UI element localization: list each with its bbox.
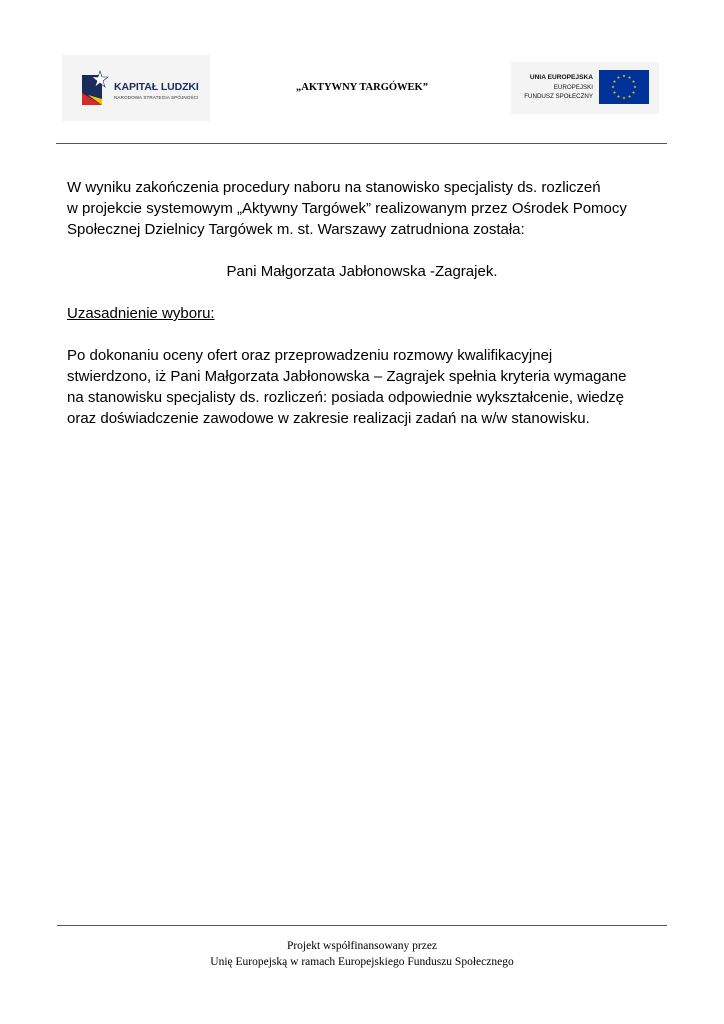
- text-line: Po dokonaniu oceny ofert oraz przeprowadzeniu rozmowy kwalifikacyjnej: [67, 347, 553, 364]
- footer: [0, 938, 724, 970]
- text-line: na stanowisku specjalisty ds. rozliczeń: posiada odpowiednie wykształcenie, wiedzę: [67, 389, 624, 406]
- project-title: „AKTYWNY TARGÓWEK”: [296, 82, 428, 93]
- announcement-paragraph: [67, 177, 667, 240]
- eu-logo: [511, 62, 659, 114]
- eu-logo-line3: FUNDUSZ SPOŁECZNY: [524, 93, 593, 100]
- eu-logo-line2: EUROPEJSKI: [553, 84, 593, 91]
- hired-person-line: Pani Małgorzata Jabłonowska -Zagrajek.: [226, 263, 498, 280]
- justification-heading: Uzasadnienie wyboru:: [67, 305, 215, 322]
- text-line: W wyniku zakończenia procedury naboru na stanowisko specjalisty ds. rozliczeń: [67, 179, 601, 196]
- footer-line2: Unię Europejską w ramach Europejskiego Funduszu Społecznego: [210, 956, 514, 968]
- footer-line1: Projekt współfinansowany przez: [286, 940, 438, 952]
- text-line: Społecznej Dzielnicy Targówek m. st. Warszawy zatrudniona została:: [67, 221, 525, 238]
- text-line: stwierdzono, iż Pani Małgorzata Jabłonowska – Zagrajek spełnia kryteria wymagane: [67, 368, 627, 385]
- text-line: oraz doświadczenie zawodowe w zakresie realizacji zadań na w/w stanowisku.: [67, 410, 590, 427]
- header-divider: [56, 143, 667, 144]
- eu-flag-icon: [599, 70, 649, 104]
- logo-left-subtitle: NARODOWA STRATEGIA SPÓJNOŚCI: [114, 95, 199, 100]
- footer-divider: [57, 925, 667, 926]
- eu-logo-line1: UNIA EUROPEJSKA: [529, 74, 593, 81]
- justification-paragraph: [67, 345, 667, 429]
- logo-left-title: KAPITAŁ LUDZKI: [114, 81, 199, 93]
- text-line: w projekcie systemowym „Aktywny Targówek” realizowanym przez Ośrodek Pomocy: [67, 200, 627, 217]
